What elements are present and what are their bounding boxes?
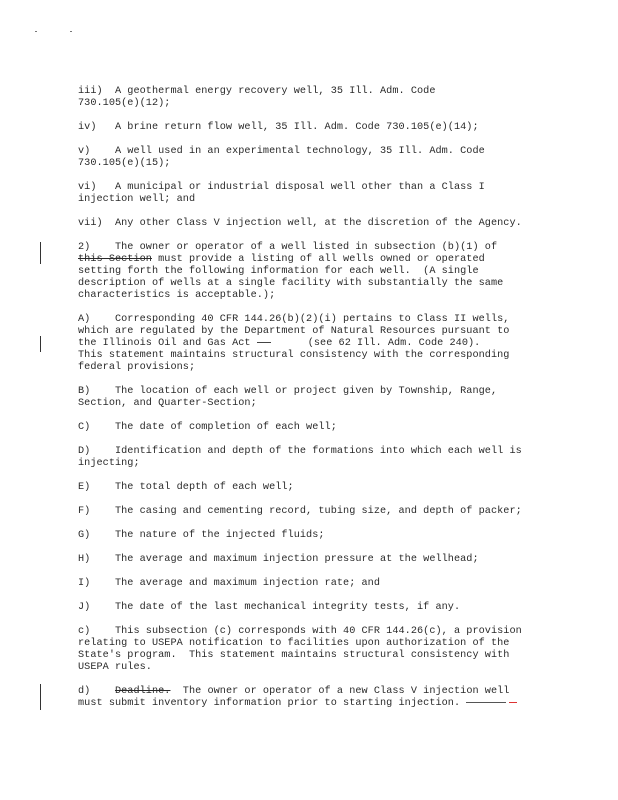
change-bar xyxy=(40,242,41,264)
deleted-text: Deadline. xyxy=(114,686,171,697)
paragraph-I: I) The average and maximum injection rate; and xyxy=(78,578,381,589)
paragraph-c: c) This subsection (c) corresponds with 40 CFR 144.26(c), a provision relating to USEPA notification to facilities upon authorization of the State's program. This statement maintains structural consistency with USEPA rules. xyxy=(78,626,522,673)
paragraph-iv: iv) A brine return flow well, 35 Ill. Adm. Code 730.105(e)(14); xyxy=(78,122,479,133)
red-edit-mark xyxy=(509,702,517,703)
paragraph-vii: vii) Any other Class V injection well, at the discretion of the Agency. xyxy=(78,218,522,229)
paragraph-E: E) The total depth of each well; xyxy=(78,482,294,493)
deleted-mark xyxy=(466,702,506,703)
paragraph-2-text: 2) The owner or operator of a well listed in subsection (b)(1) of xyxy=(78,242,498,253)
paragraph-J: J) The date of the last mechanical integrity tests, if any. xyxy=(78,602,461,613)
deleted-text: this Section xyxy=(78,254,152,265)
paragraph-A xyxy=(78,314,548,374)
paragraph-d-text: The owner or operator of a new Class V injection well must submit inventory information prior to starting injection. xyxy=(78,686,510,709)
paragraph-H: H) The average and maximum injection pressure at the wellhead; xyxy=(78,554,479,565)
paragraph-v: v) A well used in an experimental technology, 35 Ill. Adm. Code 730.105(e)(15); xyxy=(78,146,485,169)
paragraph-C: C) The date of completion of each well; xyxy=(78,422,337,433)
paragraph-2 xyxy=(78,242,548,302)
paragraph-D: D) Identification and depth of the formations into which each well is injecting; xyxy=(78,446,522,469)
paragraph-A-text: A) Corresponding 40 CFR 144.26(b)(2)(i) pertains to Class II wells, which are regulated by the Department of Natural Resources pursuant to the Illinois Oil and Gas Act xyxy=(78,314,510,349)
paragraph-vi: vi) A municipal or industrial disposal well other than a Class I injection well; and xyxy=(78,182,485,205)
paragraph-iii: iii) A geothermal energy recovery well, 35 Ill. Adm. Code 730.105(e)(12); xyxy=(78,86,436,109)
change-bar xyxy=(40,684,41,710)
inserted-blank-mark xyxy=(257,342,271,343)
scan-speck xyxy=(70,31,72,32)
paragraph-G: G) The nature of the injected fluids; xyxy=(78,530,325,541)
paragraph-B: B) The location of each well or project given by Township, Range, Section, and Quarter-Section; xyxy=(78,386,498,409)
paragraph-d xyxy=(78,686,548,710)
paragraph-A-rest: (see 62 Ill. Adm. Code 240). This statement maintains structural consistency with the corresponding federal provisions; xyxy=(78,338,510,373)
paragraph-2-rest: must provide a listing of all wells owned or operated setting forth the following information for each well. (A single description of wells at a single facility with substantially the same characteristics is acceptable.); xyxy=(78,254,504,301)
change-bar xyxy=(40,336,41,352)
paragraph-d-label: d) xyxy=(78,686,115,697)
scan-speck xyxy=(35,31,37,32)
paragraph-F: F) The casing and cementing record, tubing size, and depth of packer; xyxy=(78,506,522,517)
